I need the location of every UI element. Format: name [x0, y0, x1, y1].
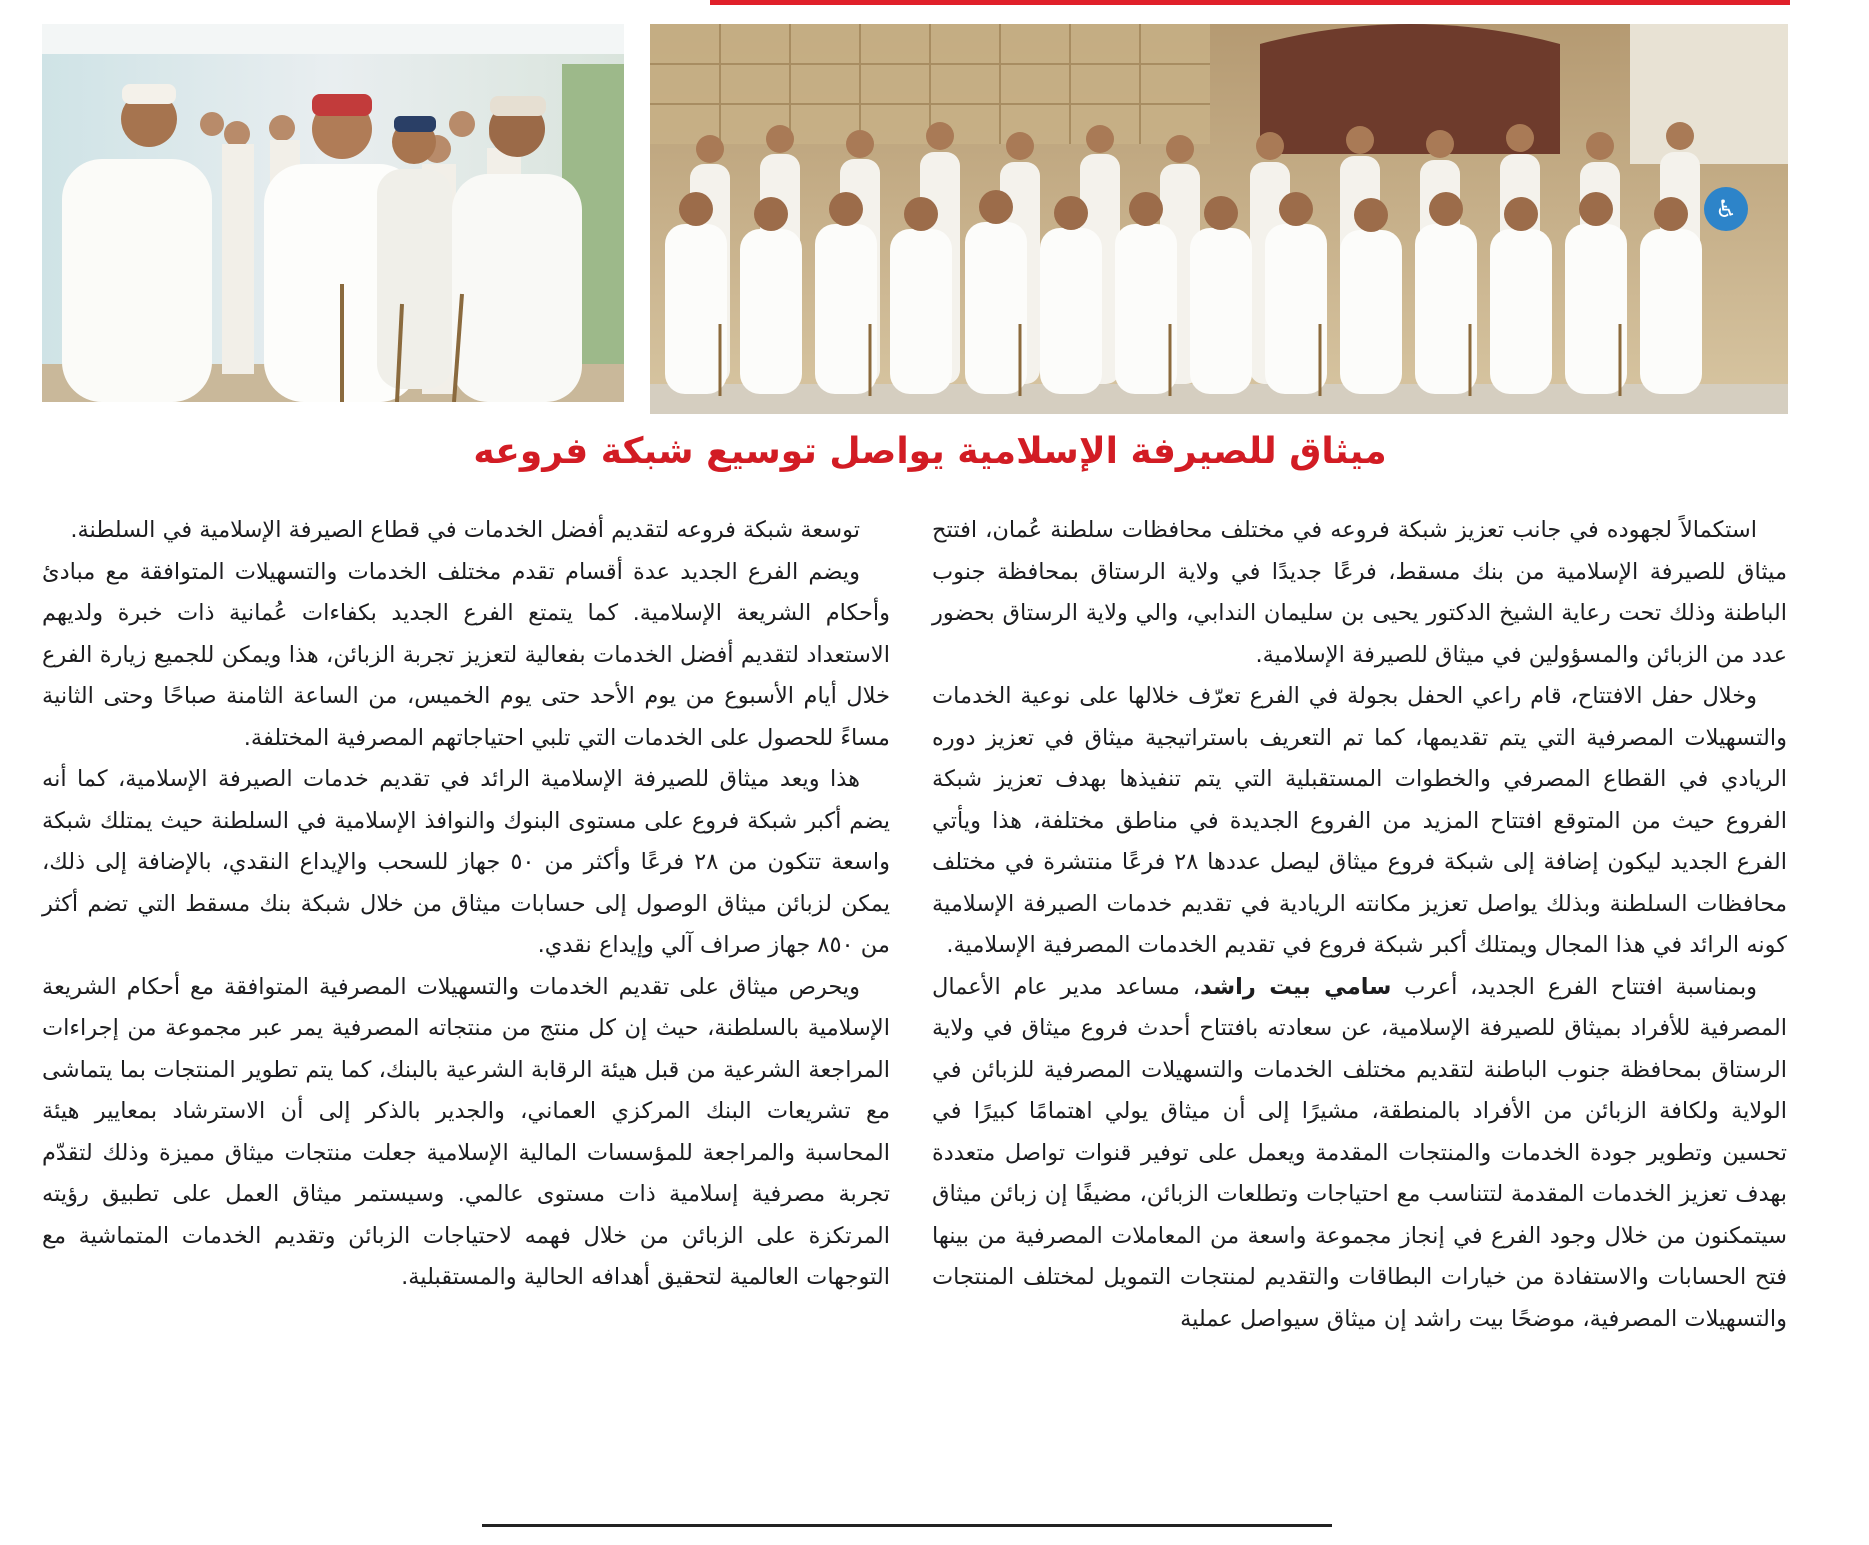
article-paragraph: ويحرص ميثاق على تقديم الخدمات والتسهيلات المصرفية المتوافقة مع أحكام الشريعة الإسلامية بالسلطنة، حيث إن كل منتج من منتجاته المصرفية يمر عبر مجموعة من إجراءات المراجعة الشرعية من قبل هيئة الرقابة الشرعية بالبنك، كما يتم تطوير المنتجات بما يتماشى مع تشريعات البنك المركزي العماني، والجدير بالذكر إلى أن الاسترشاد بمعايير هيئة المحاسبة والمراجعة للمؤسسات المالية الإسلامية جعلت منتجات ميثاق مميزة وذلك لتقدّم تجربة مصرفية إسلامية ذات مستوى عالمي. وسيستمر ميثاق العمل على تطبيق رؤيته المرتكزة على الزبائن من خلال فهمه لاحتياجات الزبائن وتقديم الخدمات المتماشية مع التوجهات العالمية لتحقيق أهدافه الحالية والمستقبلية. — [42, 973, 890, 1290]
group-photo-branch-opening-icon — [650, 24, 1788, 414]
bottom-divider — [482, 1524, 1332, 1527]
article-paragraph — [932, 967, 1787, 1341]
article-text: ، مساعد مدير عام الأعمال المصرفية للأفراد بميثاق للصيرفة الإسلامية، عن سعادته بافتتاح أحدث فروع ميثاق في ولاية الرستاق بمحافظة جنوب الباطنة لتقديم مختلف الخدمات والتسهيلات المصرفية للزبائن في الولاية ولكافة الزبائن من الأفراد بالمنطقة، مشيرًا إلى أن ميثاق يولي اهتمامًا كبيرًا في تحسين وتطوير جودة الخدمات والمنتجات المقدمة ويعمل على توفير قنوات تواصل متعددة بهدف تعزيز الخدمات المقدمة لتتناسب مع احتياجات وتطلعات الزبائن، مضيفًا إن زبائن ميثاق سيتمكنون من خلال وجود الفرع في إنجاز مجموعة واسعة من المعاملات المصرفية من بينها فتح الحسابات والاستفادة من خيارات البطاقات والتقديم لمنتجات التمويل لمختلف المنتجات والتسهيلات المصرفية، موضحًا بيت راشد إن ميثاق سيواصل عملية — [932, 973, 1787, 1332]
photo-branch-opening-group — [650, 24, 1788, 414]
article-column-left — [42, 510, 890, 1299]
article-paragraph: استكمالاً لجهوده في جانب تعزيز شبكة فروعه في مختلف محافظات سلطنة عُمان، افتتح ميثاق للصيرفة الإسلامية من بنك مسقط، فرعًا جديدًا في ولاية الرستاق بمحافظة جنوب الباطنة وذلك تحت رعاية الشيخ الدكتور يحيى بن سليمان الندابي، والي ولاية الرستاق بحضور عدد من الزبائن والمسؤولين في ميثاق للصيرفة الإسلامية. — [932, 517, 1787, 668]
article-column-right — [932, 510, 1787, 1340]
svg-text:♿: ♿ — [1715, 195, 1737, 223]
article-paragraph: وخلال حفل الافتتاح، قام راعي الحفل بجولة في الفرع تعرّف خلالها على نوعية الخدمات والتسهيلات المصرفية التي يتم تقديمها، كما تم التعريف باستراتيجية ميثاق في تعزيز دوره الريادي في القطاع المصرفي والخطوات المستقبلية التي يتم تنفيذها بهدف تعزيز شبكة الفروع حيث من المتوقع افتتاح المزيد من الفروع الجديدة في مناطق مختلفة، هذا ويأتي الفرع الجديد ليكون إضافة إلى شبكة فروع ميثاق ليصل عددها ٢٨ فرعًا منتشرة في مختلف محافظات السلطنة وبذلك يواصل تعزيز مكانته الريادية في تقديم خدمات الصيرفة الإسلامية كونه الرائد في هذا المجال ويمتلك أكبر شبكة فروع في تقديم الخدمات المصرفية الإسلامية. — [932, 683, 1787, 958]
article-paragraph: توسعة شبكة فروعه لتقديم أفضل الخدمات في قطاع الصيرفة الإسلامية في السلطنة. — [70, 517, 860, 543]
article-paragraph: ويضم الفرع الجديد عدة أقسام تقدم مختلف الخدمات والتسهيلات المتوافقة مع مبادئ وأحكام الشريعة الإسلامية. كما يتمتع الفرع الجديد بكفاءات عُمانية ذات خبرة ولديهم الاستعداد لتقديم أفضل الخدمات بفعالية لتعزيز تجربة الزبائن، هذا ويمكن للجميع زيارة الفرع خلال أيام الأسبوع من يوم الأحد حتى يوم الخميس، من الساعة الثامنة صباحًا وحتى الثانية مساءً للحصول على الخدمات التي تلبي احتياجاتهم المصرفية المختلفة. — [42, 558, 890, 751]
group-photo-officials-icon — [42, 24, 624, 402]
article-headline: ميثاق للصيرفة الإسلامية يواصل توسيع شبكة فروعه — [473, 431, 1387, 472]
photo-officials — [42, 24, 624, 402]
top-accent-bar — [710, 0, 1790, 5]
article-paragraph: هذا ويعد ميثاق للصيرفة الإسلامية الرائد في تقديم خدمات الصيرفة الإسلامية، كما أنه يضم أكبر شبكة فروع على مستوى البنوك والنوافذ الإسلامية في السلطنة حيث يمتلك شبكة واسعة تتكون من ٢٨ فرعًا وأكثر من ٥٠ جهاز للسحب والإيداع النقدي، بالإضافة إلى ذلك، يمكن لزبائن ميثاق الوصول إلى حسابات ميثاق من خلال شبكة بنك مسقط التي تضم أكثر من ٨٥٠ جهاز صراف آلي وإيداع نقدي. — [42, 766, 890, 958]
article-text: وبمناسبة افتتاح الفرع الجديد، أعرب — [1391, 973, 1757, 1000]
person-name: سامي بيت راشد — [1199, 973, 1392, 1000]
